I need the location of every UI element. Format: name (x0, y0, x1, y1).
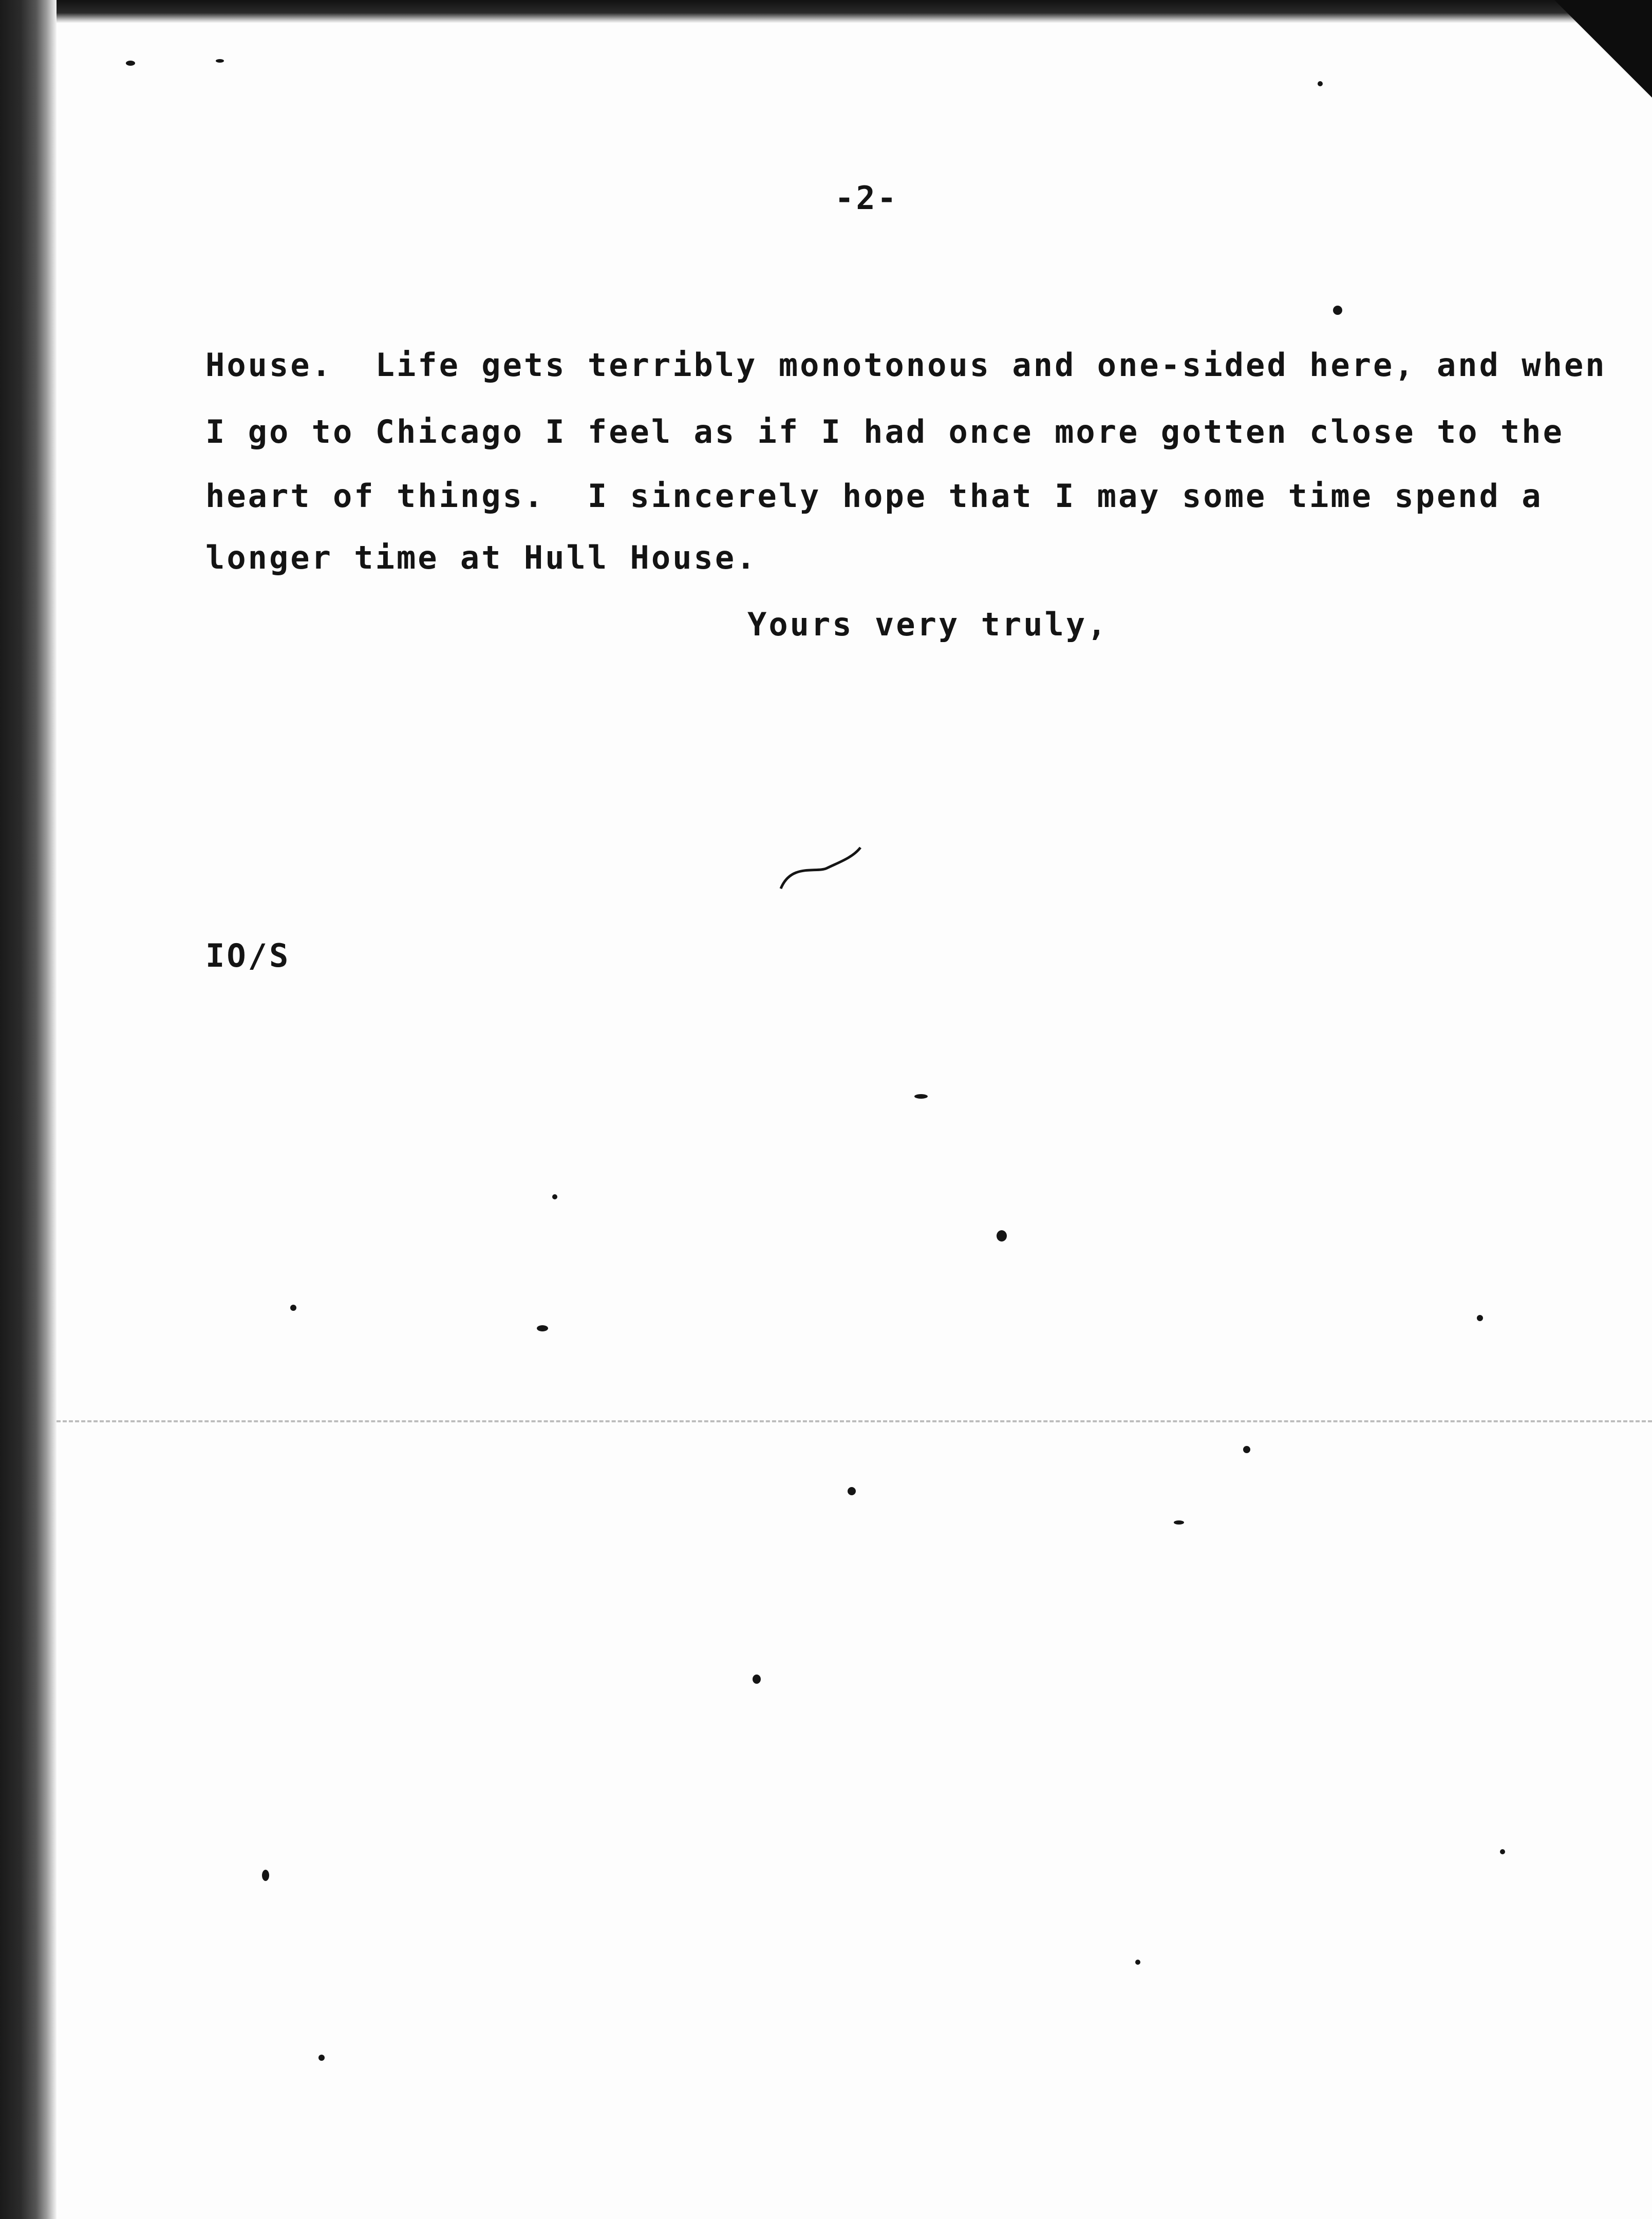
speck (537, 1325, 548, 1331)
speck (290, 1305, 296, 1311)
paper-fold-line (57, 1420, 1652, 1422)
body-line: House. Life gets terribly monotonous and one-sided here, and when (205, 346, 1607, 384)
ink-squiggle (776, 842, 868, 899)
speck (1333, 306, 1342, 315)
speck (552, 1194, 557, 1199)
speck (848, 1487, 856, 1495)
speck (1477, 1315, 1483, 1321)
speck (914, 1094, 928, 1099)
scan-edge-left (0, 0, 57, 2219)
scan-edge-top (0, 0, 1652, 23)
body-line: longer time at Hull House. (205, 539, 758, 576)
page-number: -2- (835, 179, 898, 217)
speck (1500, 1849, 1505, 1854)
typist-initials: IO/S (205, 937, 291, 974)
body-line: heart of things. I sincerely hope that I may some time spend a (205, 477, 1543, 515)
speck (1243, 1446, 1250, 1453)
folded-corner (1554, 0, 1652, 98)
speck (753, 1675, 761, 1684)
speck (997, 1230, 1007, 1242)
speck (318, 2055, 325, 2061)
body-line: I go to Chicago I feel as if I had once more gotten close to the (205, 413, 1564, 450)
speck (1135, 1960, 1140, 1965)
speck (262, 1870, 269, 1881)
closing-salutation: Yours very truly, (747, 606, 1109, 643)
speck (216, 59, 224, 63)
speck (1318, 81, 1323, 86)
speck (126, 61, 135, 66)
speck (1174, 1520, 1184, 1525)
